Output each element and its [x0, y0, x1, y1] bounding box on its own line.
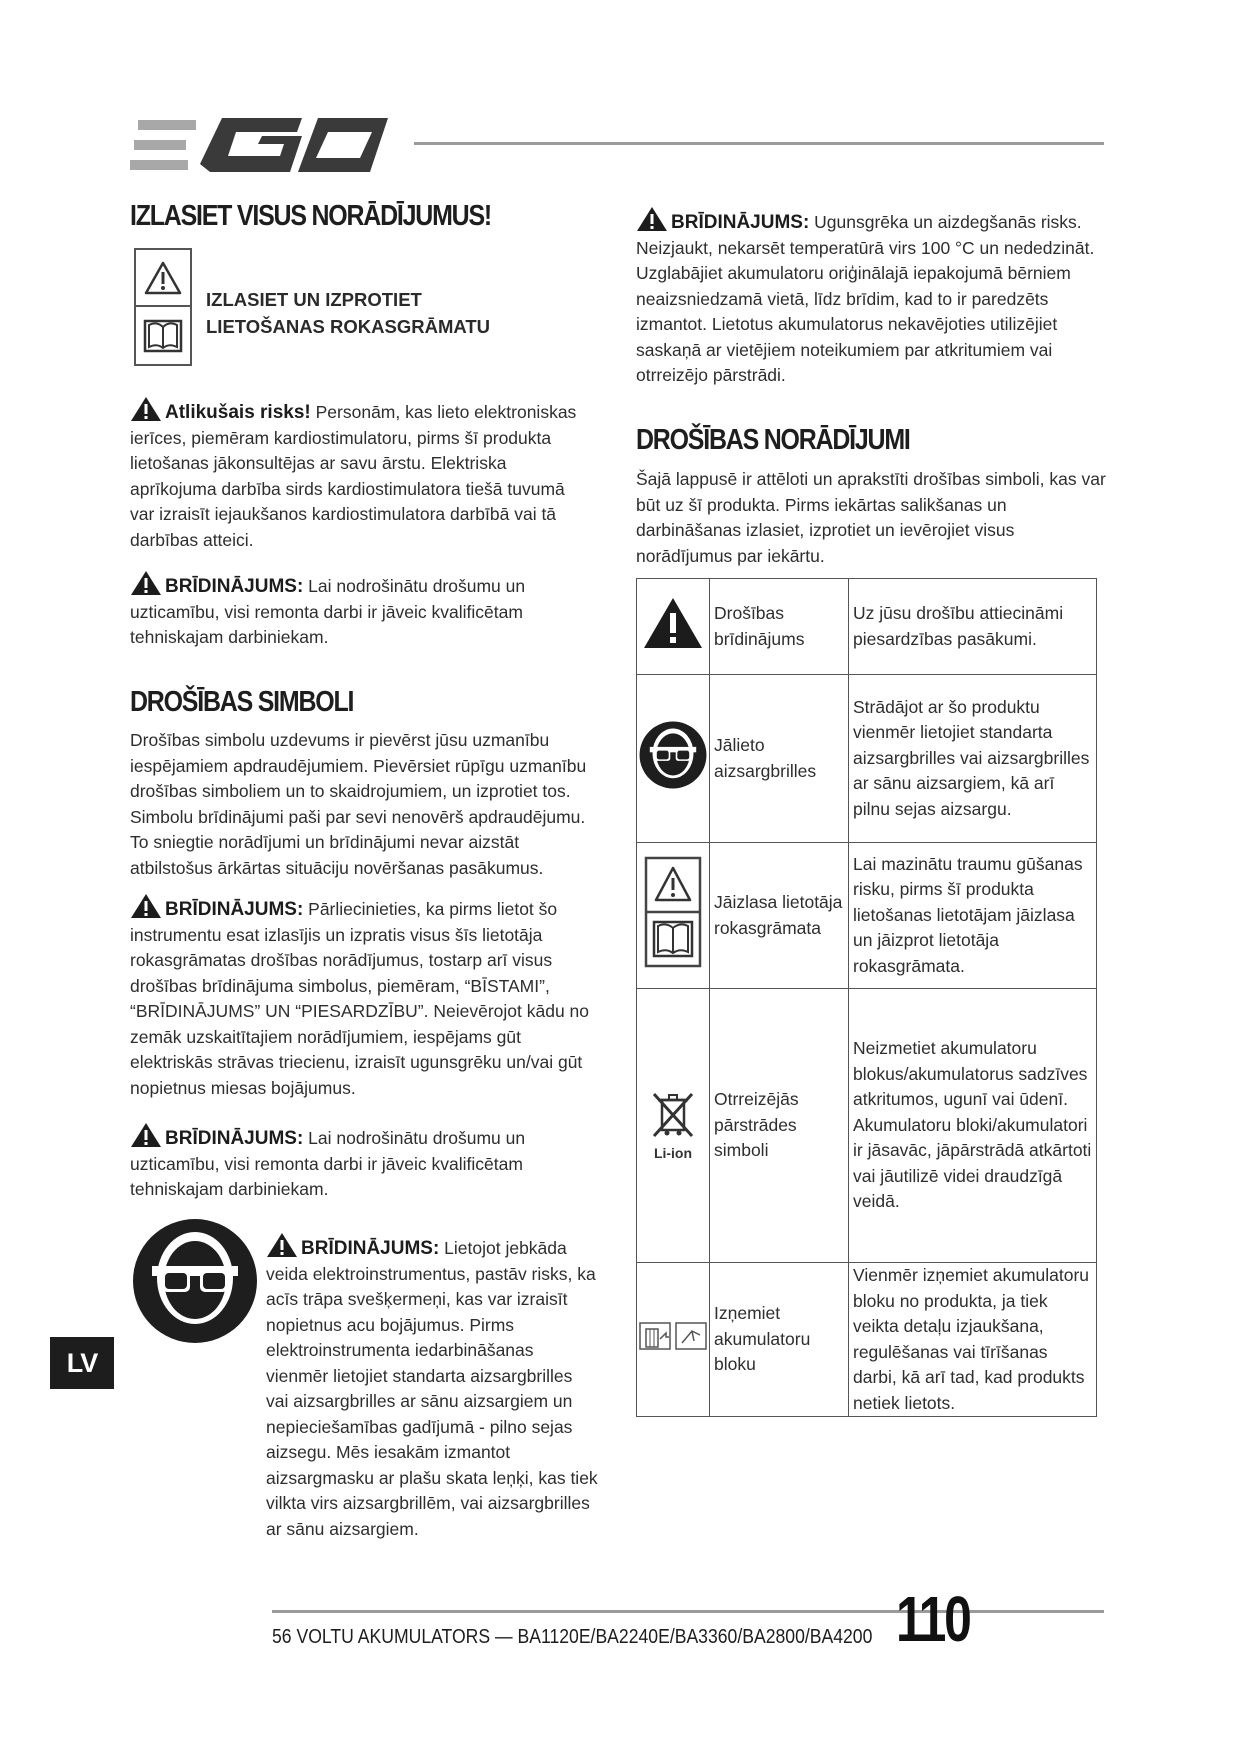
symbol-name: Jāizlasa lietotāja rokasgrāmata	[710, 843, 849, 989]
page-number: 110	[896, 1583, 970, 1655]
read-manual-icon	[644, 856, 702, 968]
footer-product-line: 56 VOLTU AKUMULATORS — BA1120E/BA2240E/BA3360/BA2800/BA4200	[272, 1626, 873, 1648]
symbol-name: Izņemiet akumulatoru bloku	[710, 1263, 849, 1417]
warning-triangle-icon	[266, 1232, 298, 1258]
table-row	[637, 579, 1097, 675]
warning-repair-1: BRĪDINĀJUMS: Lai nodrošinātu drošumu un uzticamību, visi remonta darbi ir jāveic kvalificētam tehniskajam darbiniekam.	[130, 570, 582, 651]
symbol-description: Neizmetiet akumulatoru blokus/akumulatorus sadzīves atkritumos, ugunī vai ūdenī. Akumulatoru bloki/akumulatori ir jāsavāc, jāpārstrādā atkārtoti vai jāutilizē videi draudzīgā veidā.	[849, 989, 1097, 1263]
symbol-description: Lai mazinātu traumu gūšanas risku, pirms šī produkta lietošanas lietotājam jāizlasa un jāizprot lietotāja rokasgrāmata.	[849, 843, 1097, 989]
warning-fire-risk: BRĪDINĀJUMS: Ugunsgrēka un aizdegšanās risks. Neizjaukt, nekarsēt temperatūrā virs 100 °C un nededzināt. Uzglabājiet akumulatoru oriģinālajā iepakojumā bērniem neaizsniedzamā vietā, līdz brīdim, kad to ir paredzēts izmantot. Lietotus akumulatorus nekavējoties utilizējiet saskaņā ar vietējiem noteikumiem par atkritumiem vai otrreizējo pārstrādi.	[636, 206, 1106, 389]
warning-triangle-icon	[642, 596, 704, 650]
title-safety-instructions: DROŠĪBAS NORĀDĪJUMI	[636, 424, 910, 456]
symbol-description: Uz jūsu drošību attiecināmi piesardzības pasākumi.	[849, 579, 1097, 675]
symbol-name: Jālieto aizsargbrilles	[710, 675, 849, 843]
warning-triangle-icon	[130, 396, 162, 422]
warning-read-instructions: BRĪDINĀJUMS: Pārliecinieties, ka pirms lietot šo instrumentu esat izlasījis un izpratis visus šīs lietotāja rokasgrāmatas drošības norādījumus, tostarp arī visus drošības brīdinājuma simbolus, piemēram, “BĪSTAMI”, “BRĪDINĀJUMS” UN “PIESARDZĪBU”. Neievērojot kādu no zemāk uzskaitītajiem norādījumiem, iespējams gūt elektriskās strāvas triecienu, izraisīt ugunsgrēku un/vai gūt nopietnus miesas bojājumus.	[130, 893, 596, 1101]
residual-risk-block: Atlikušais risks! Personām, kas lieto elektroniskas ierīces, piemēram kardiostimulatoru, pirms šī produkta lietošanas jākonsultējas ar savu ārstu. Elektriska aprīkojuma darbība sirds kardiostimulatora tiešā tuvumā var izraisīt iejaukšanos kardiostimulatora darbībā vai tā darbības atteici.	[130, 396, 582, 553]
warning-repair-2: BRĪDINĀJUMS: Lai nodrošinātu drošumu un uzticamību, visi remonta darbi ir jāveic kvalificētam tehniskajam darbiniekam.	[130, 1122, 582, 1203]
symbol-name: Otrreizējās pārstrādes simboli	[710, 989, 849, 1263]
warning-eye-protection: BRĪDINĀJUMS: Lietojot jebkāda veida elektroinstrumentus, pastāv risks, ka acīs trāpa svešķermeņi, kas var izraisīt nopietnus acu bojājumus. Pirms elektroinstrumenta iedarbināšanas vienmēr lietojiet standarta aizsargbrilles vai aizsargbrilles ar sānu aizsargiem un nepieciešamības gadījumā - pilno sejas aizsegu. Mēs iesakām izmantot aizsargmasku ar plašu skata leņķi, kas tiek vilkta virs aizsargbrillēm, vai aizsargbrilles ar sānu aizsargiem.	[266, 1232, 598, 1542]
header-rule	[414, 142, 1104, 145]
table-row	[637, 1263, 1097, 1417]
symbol-description: Strādājot ar šo produktu vienmēr lietojiet standarta aizsargbrilles vai aizsargbrilles ar sānu aizsargiem, kā arī pilnu sejas aizsargu.	[849, 675, 1097, 843]
title-safety-symbols: DROŠĪBAS SIMBOLI	[130, 686, 354, 718]
symbol-description: Vienmēr izņemiet akumulatoru bloku no produkta, ja tiek veikta detaļu izjaukšana, regulēšanas vai tīrīšanas darbi, kā arī tad, kad produkts netiek lietots.	[849, 1263, 1097, 1417]
footer-rule	[272, 1610, 1104, 1613]
recycle-bin-icon	[648, 1090, 698, 1138]
remove-battery-icon	[638, 1319, 708, 1353]
book-icon	[141, 317, 185, 355]
safety-glasses-icon	[639, 721, 707, 789]
warning-triangle-icon	[130, 570, 162, 596]
warning-triangle-icon	[130, 893, 162, 919]
ego-logo	[130, 112, 390, 178]
safety-symbols-text: Drošības simbolu uzdevums ir pievērst jūsu uzmanību iespējamiem apdraudējumiem. Pievērsiet rūpīgu uzmanību drošības simboliem un to skaidrojumiem, un izprotiet tos. Simbolu brīdinājumi paši par sevi nenovērš apdraudējumu. To sniegtie norādījumi un brīdinājumi nevar aizstāt atbilstošus ārkārtas situāciju novēršanas pasākumus.	[130, 730, 587, 878]
table-row	[637, 843, 1097, 989]
table-row	[637, 989, 1097, 1263]
read-manual-label: IZLASIET UN IZPROTIET LIETOŠANAS ROKASGRĀMATU	[206, 289, 491, 337]
safety-glasses-icon	[132, 1218, 258, 1344]
li-ion-label: Li-ion	[653, 1145, 693, 1162]
safety-symbol-table	[636, 578, 1097, 1417]
read-manual-symbol	[134, 248, 192, 366]
title-read-all: IZLASIET VISUS NORĀDĪJUMUS!	[130, 200, 492, 232]
safety-instructions-intro: Šajā lappusē ir attēloti un aprakstīti drošības simboli, kas var būt uz šī produkta. Pirms iekārtas salikšanas un darbināšanas izlasiet, izprotiet un ievērojiet visus norādījumus par iekārtu.	[636, 469, 1106, 566]
symbol-name: Drošības brīdinājums	[710, 579, 849, 675]
warning-triangle-icon	[130, 1122, 162, 1148]
warning-triangle-icon	[636, 206, 668, 232]
language-tab: LV	[50, 1337, 114, 1389]
table-row	[637, 675, 1097, 843]
warning-triangle-icon	[143, 260, 183, 296]
